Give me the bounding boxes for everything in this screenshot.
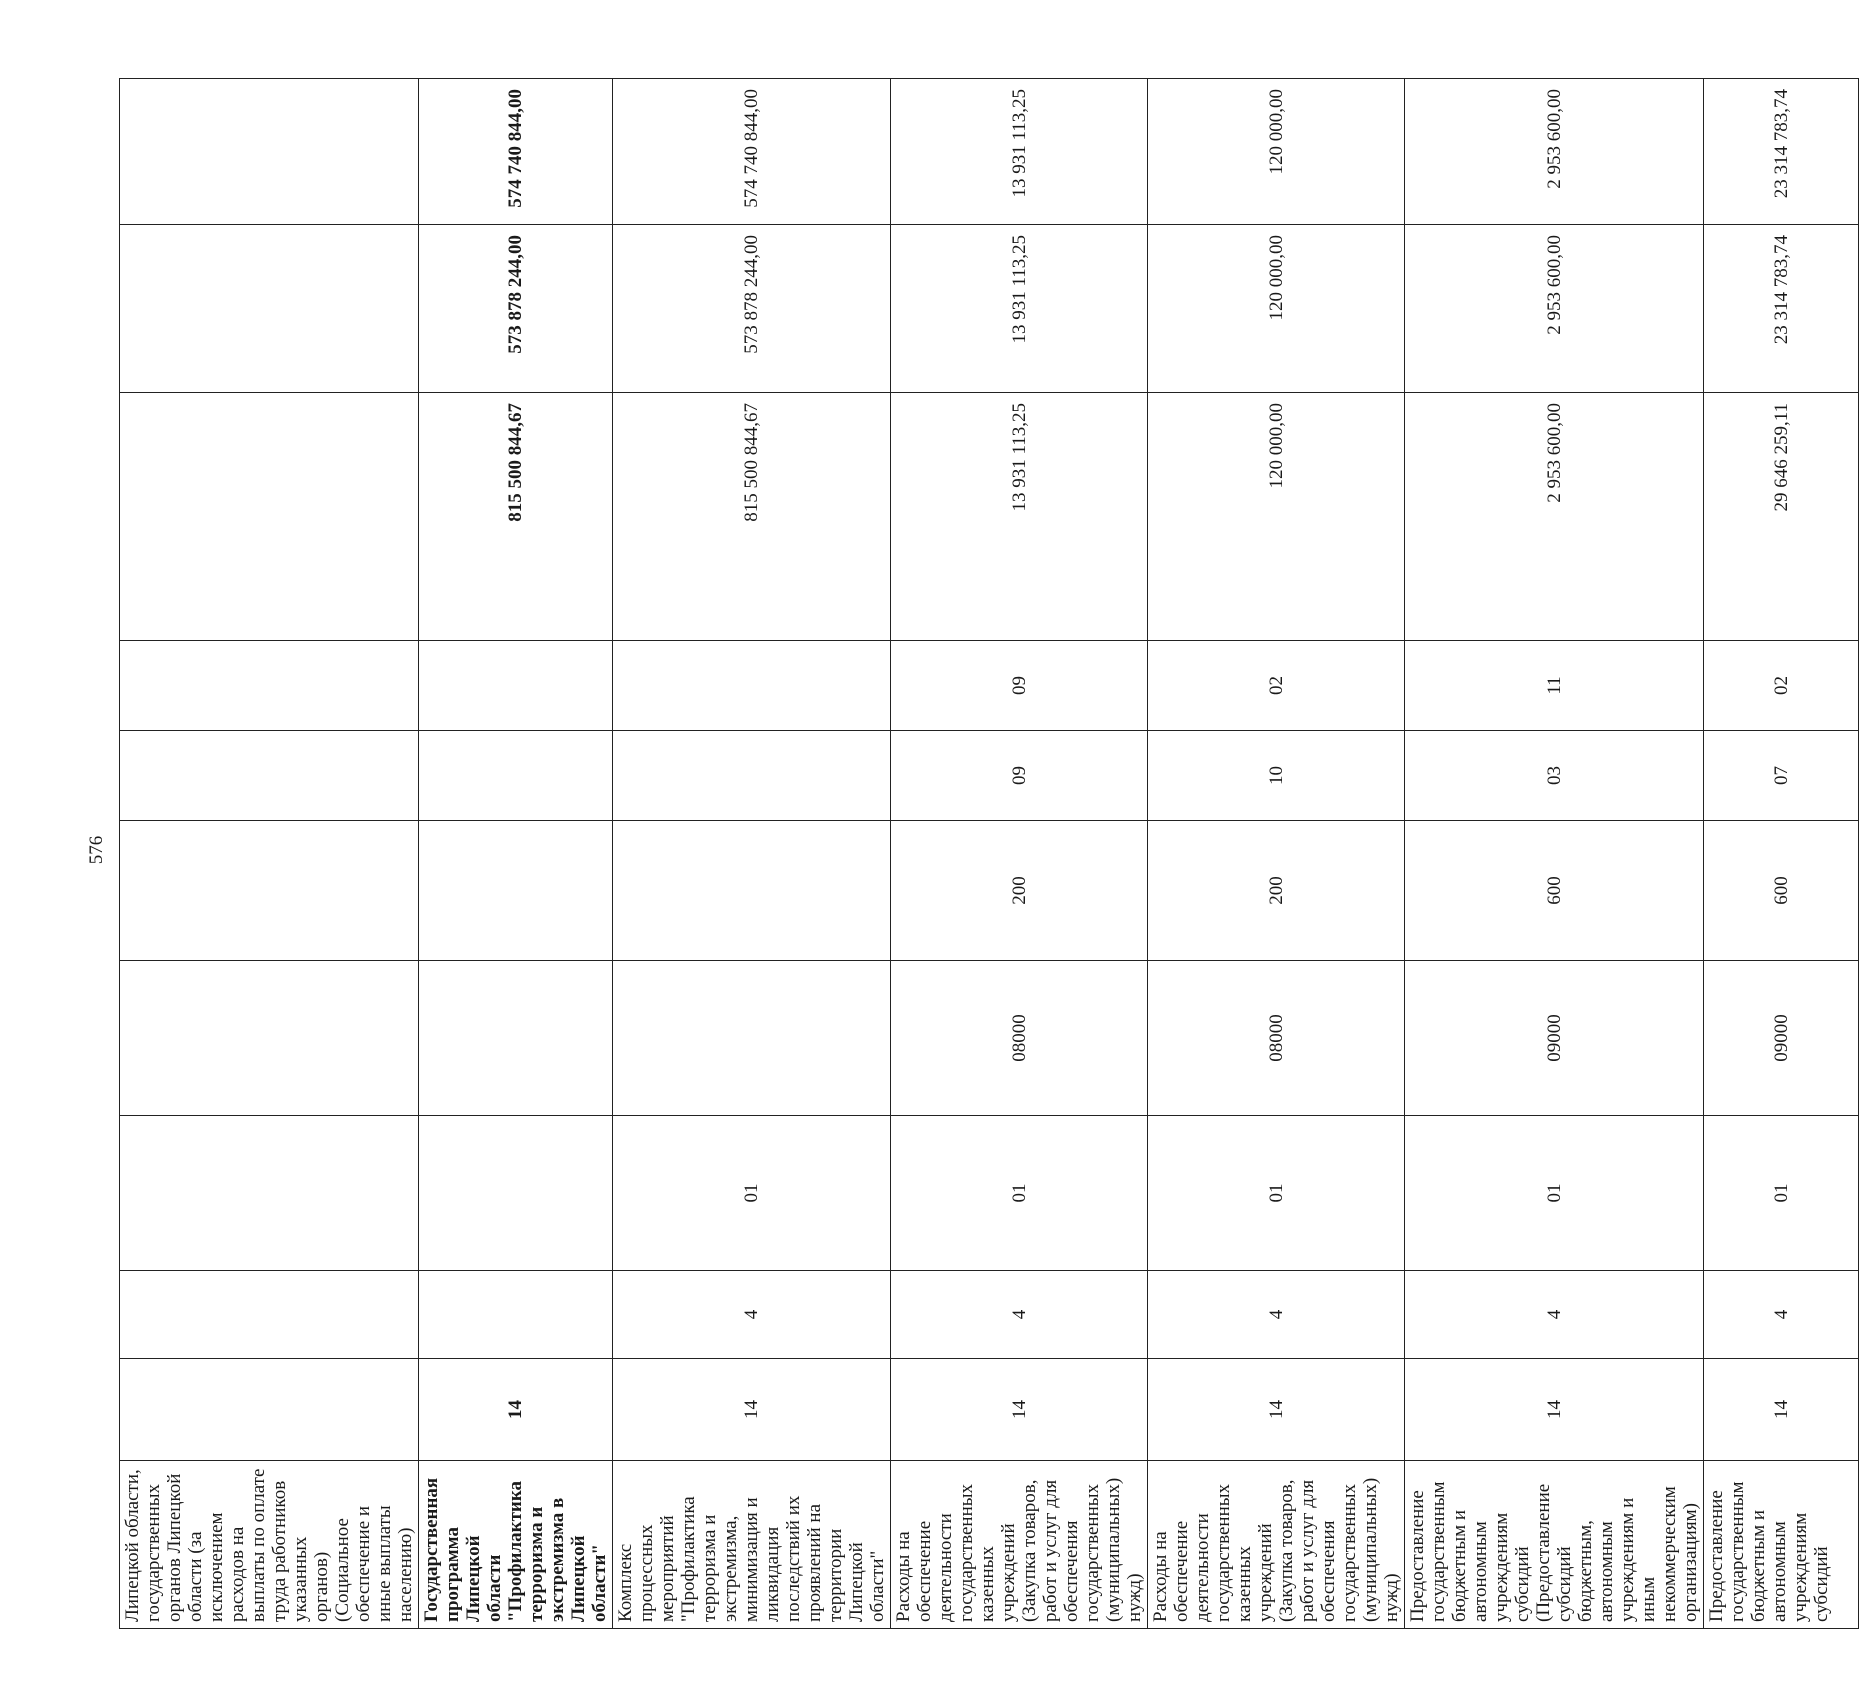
amount-1-cell: 120 000,00 [1148,393,1405,641]
amount-1-cell: 815 500 844,67 [613,393,891,641]
amount-2-cell: 573 878 244,00 [419,225,613,393]
page-number: 576 [86,835,107,865]
code-5-cell [613,821,891,961]
table-row [891,79,1148,1629]
amount-2-cell: 13 931 113,25 [891,225,1148,393]
code-1-cell: 14 [1148,1359,1405,1461]
amount-3-cell: 13 931 113,25 [891,79,1148,225]
amount-2-cell: 23 314 783,74 [1704,225,1859,393]
code-6-cell [419,731,613,821]
budget-table [119,78,1859,1629]
amount-3-cell: 23 314 783,74 [1704,79,1859,225]
amount-1-cell [120,393,419,641]
code-4-cell [120,961,419,1116]
code-1-cell: 14 [419,1359,613,1461]
code-5-cell [419,821,613,961]
code-4-cell: 09000 [1405,961,1704,1116]
amount-3-cell: 574 740 844,00 [613,79,891,225]
budget-table-container [119,79,1832,1629]
table-row [613,79,891,1629]
row-description-cell: Расходы на обеспечение деятельности государственных казенных учреждений (Закупка товаров, работ и услуг для обеспечения государственных (муниципальных) нужд) [1148,1461,1405,1629]
code-1-cell: 14 [891,1359,1148,1461]
code-2-cell: 4 [613,1271,891,1359]
code-7-cell: 11 [1405,641,1704,731]
code-4-cell: 08000 [891,961,1148,1116]
code-6-cell: 09 [891,731,1148,821]
code-4-cell [613,961,891,1116]
amount-3-cell: 574 740 844,00 [419,79,613,225]
code-3-cell: 01 [613,1116,891,1271]
code-4-cell [419,961,613,1116]
code-1-cell: 14 [613,1359,891,1461]
code-5-cell: 600 [1405,821,1704,961]
code-5-cell [120,821,419,961]
code-7-cell [120,641,419,731]
code-4-cell: 09000 [1704,961,1859,1116]
row-description-cell: Расходы на обеспечение деятельности государственных казенных учреждений (Закупка товаров, работ и услуг для обеспечения государственных (муниципальных) нужд) [891,1461,1148,1629]
code-6-cell: 10 [1148,731,1405,821]
table-row [419,79,613,1629]
amount-1-cell: 29 646 259,11 [1704,393,1859,641]
amount-1-cell: 2 953 600,00 [1405,393,1704,641]
code-7-cell: 02 [1704,641,1859,731]
amount-3-cell [120,79,419,225]
code-3-cell: 01 [1405,1116,1704,1271]
amount-2-cell: 573 878 244,00 [613,225,891,393]
row-description-cell: Предоставление государственным бюджетным и автономным учреждениям субсидий [1704,1461,1859,1629]
code-7-cell: 09 [891,641,1148,731]
row-description-cell: Липецкой области, государственных органов Липецкой области (за исключением расходов на выплаты по оплате труда работников указанных органов) (Социальное обеспечение и иные выплаты населению) [120,1461,419,1629]
code-3-cell [419,1116,613,1271]
code-7-cell: 02 [1148,641,1405,731]
code-1-cell: 14 [1704,1359,1859,1461]
code-2-cell: 4 [1148,1271,1405,1359]
amount-1-cell: 13 931 113,25 [891,393,1148,641]
code-6-cell [120,731,419,821]
code-1-cell [120,1359,419,1461]
row-description-cell: Предоставление государственным бюджетным и автономным учреждениям субсидий (Предоставление субсидий бюджетным, автономным учреждениям и иным некоммерческим организациям) [1405,1461,1704,1629]
table-row [1148,79,1405,1629]
code-5-cell: 200 [1148,821,1405,961]
row-description-cell: Комплекс процессных мероприятий "Профилактика терроризма и экстремизма, минимизация и ликвидация последствий их проявлений на территории Липецкой области" [613,1461,891,1629]
code-1-cell: 14 [1405,1359,1704,1461]
amount-3-cell: 2 953 600,00 [1405,79,1704,225]
row-description-cell: Государственная программа Липецкой области "Профилактика терроризма и экстремизма в Липецкой области" [419,1461,613,1629]
amount-1-cell: 815 500 844,67 [419,393,613,641]
code-3-cell: 01 [891,1116,1148,1271]
table-row [1405,79,1704,1629]
amount-3-cell: 120 000,00 [1148,79,1405,225]
code-7-cell [419,641,613,731]
code-5-cell: 200 [891,821,1148,961]
table-row [1704,79,1859,1629]
code-6-cell: 07 [1704,731,1859,821]
code-2-cell [419,1271,613,1359]
code-3-cell: 01 [1148,1116,1405,1271]
code-6-cell [613,731,891,821]
code-5-cell: 600 [1704,821,1859,961]
code-3-cell [120,1116,419,1271]
code-4-cell: 08000 [1148,961,1405,1116]
code-3-cell: 01 [1704,1116,1859,1271]
code-2-cell: 4 [1405,1271,1704,1359]
table-row [120,79,419,1629]
code-2-cell: 4 [1704,1271,1859,1359]
code-7-cell [613,641,891,731]
amount-2-cell [120,225,419,393]
amount-2-cell: 2 953 600,00 [1405,225,1704,393]
code-2-cell: 4 [891,1271,1148,1359]
amount-2-cell: 120 000,00 [1148,225,1405,393]
code-6-cell: 03 [1405,731,1704,821]
code-2-cell [120,1271,419,1359]
